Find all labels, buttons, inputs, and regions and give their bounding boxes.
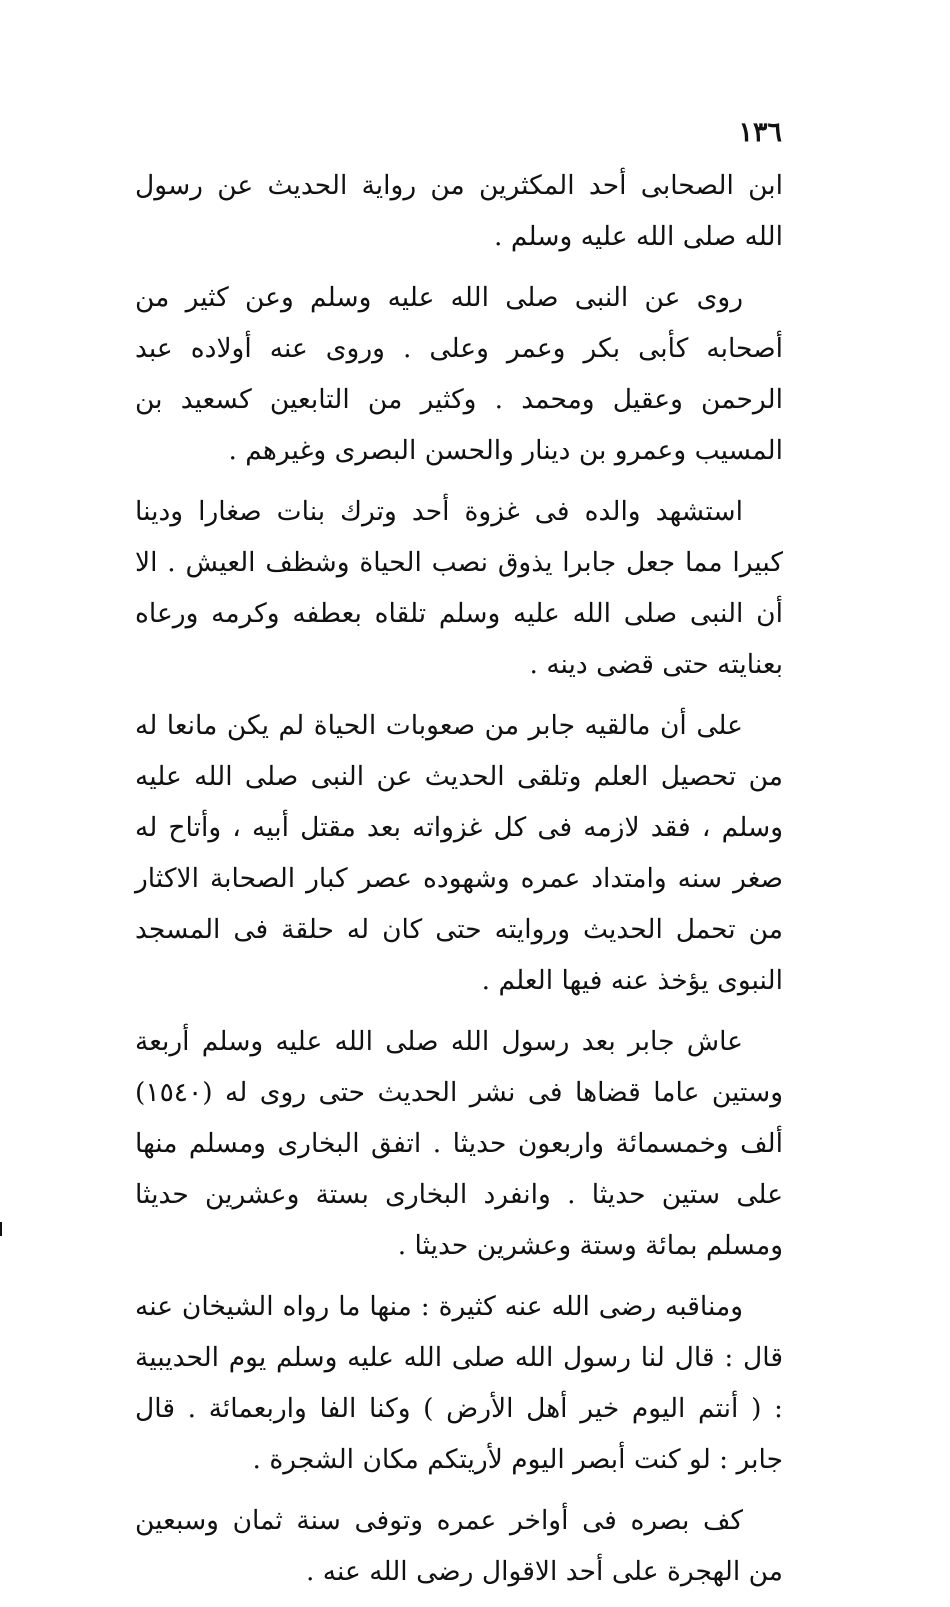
paragraph-narrators: روى عن النبى صلى الله عليه وسلم وعن كثير من أصحابه كأبى بكر وعمر وعلى . وروى عنه أولاده عبد الرحمن وعقيل ومحمد . وكثير من التابعين كسعيد بن المسيب وعمرو بن دينار والحسن البصرى وغيرهم . [135,282,783,466]
paragraph-virtues: ومناقبه رضى الله عنه كثيرة : منها ما رواه الشيخان عنه قال : قال لنا رسول الله صلى الله عليه وسلم يوم الحديبية : ( أنتم اليوم خير أهل الأرض ) وكنا الفا واربعمائة . قال جابر : لو كنت أبصر اليوم لأريتكم مكان الشجرة . [135,1291,783,1475]
paragraph-hadith-count: عاش جابر بعد رسول الله صلى الله عليه وسلم أربعة وستين عاما قضاها فى نشر الحديث حتى روى له (١٥٤٠) ألف وخمسمائة واربعون حديثا . اتفق البخارى ومسلم منها على ستين حديثا . وانفرد البخارى بستة وعشرين حديثا ومسلم بمائة وستة وعشرين حديثا . [135,1026,783,1261]
paragraph-father: استشهد والده فى غزوة أحد وترك بنات صغارا ودينا كبيرا مما جعل جابرا يذوق نصب الحياة وشظف العيش . الا أن النبى صلى الله عليه وسلم تلقاه بعطفه وكرمه ورعاه بعنايته حتى قضى دينه . [135,496,783,680]
body-text [135,160,783,1607]
paragraph-intro: ابن الصحابى أحد المكثرين من رواية الحديث عن رسول الله صلى الله عليه وسلم . [135,170,783,252]
paragraph-death: كف بصره فى أواخر عمره وتوفى سنة ثمان وسبعين من الهجرة على أحد الاقوال رضى الله عنه . [135,1505,783,1587]
paragraph-learning: على أن مالقيه جابر من صعوبات الحياة لم يكن مانعا له من تحصيل العلم وتلقى الحديث عن النبى صلى الله عليه وسلم ، فقد لازمه فى كل غزواته بعد مقتل أبيه ، وأتاح له صغر سنه وامتداد عمره وشهوده عصر كبار الصحابة الاكثار من تحمل الحديث وروايته حتى كان له حلقة فى المسجد النبوى يؤخذ عنه فيها العلم . [135,710,783,996]
page-number: ١٣٦ [738,117,782,148]
margin-mark [0,1222,2,1236]
